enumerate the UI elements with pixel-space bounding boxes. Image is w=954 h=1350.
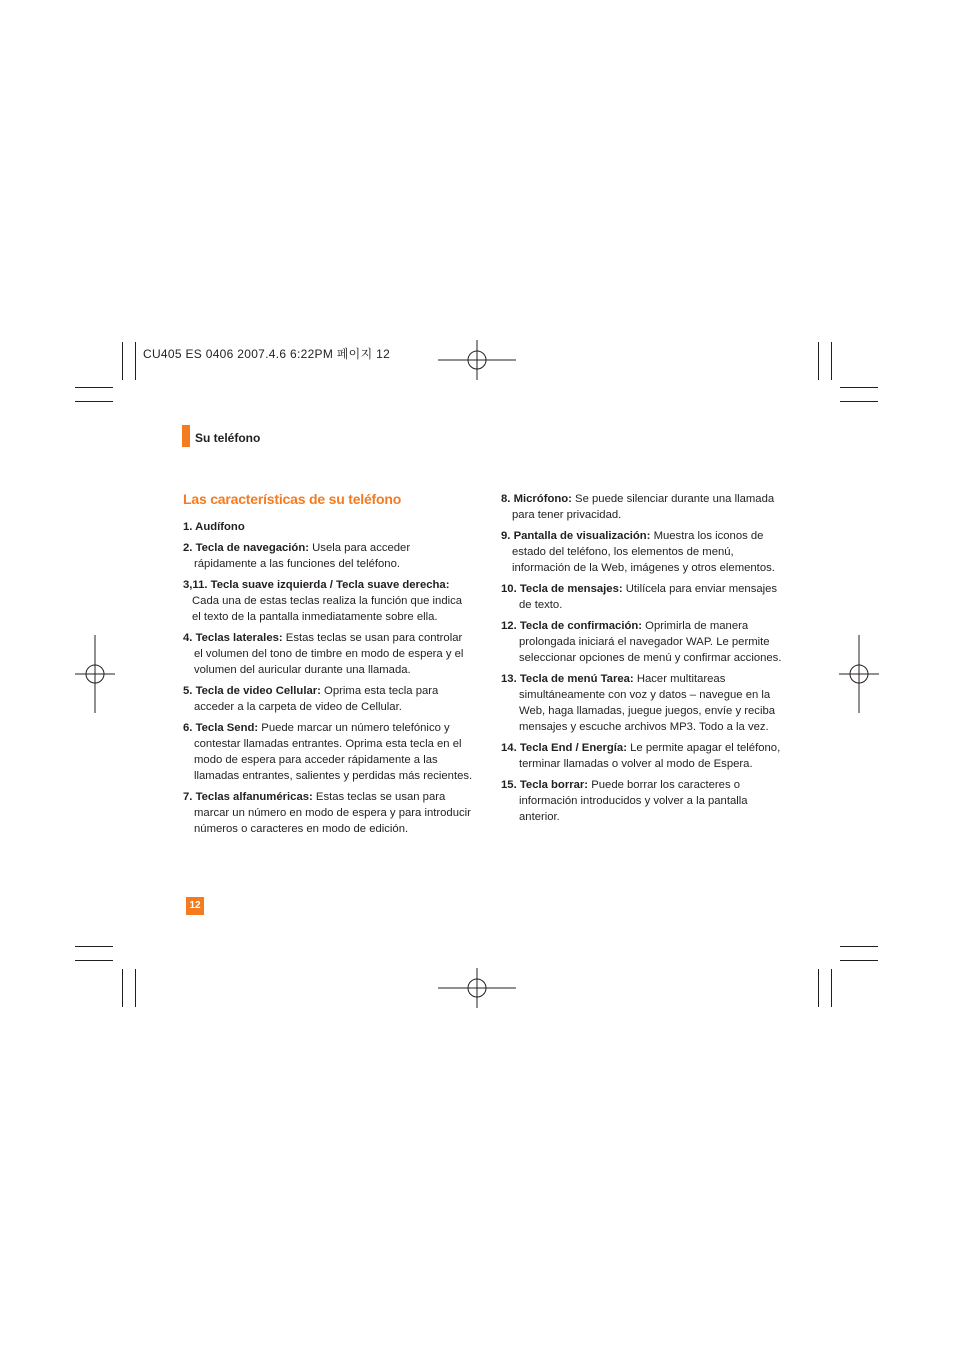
item-text: Muestra los iconos de estado del teléfono, los elementos de menú, información de la Web, imágenes y otros elementos.: [512, 530, 775, 574]
crop-mark: [122, 342, 123, 380]
right-column: [501, 491, 791, 830]
item-label: Tecla de navegación:: [195, 542, 309, 554]
list-item: [501, 740, 791, 772]
crop-mark: [135, 969, 136, 1007]
registration-mark-icon: [438, 968, 516, 1008]
item-label: Tecla de mensajes:: [519, 583, 623, 595]
list-item: [183, 540, 473, 572]
crop-mark: [75, 387, 113, 388]
item-number: 9.: [501, 530, 514, 542]
item-text: Utilícela para enviar mensajes de texto.: [519, 583, 778, 611]
left-column: [183, 519, 473, 842]
item-number: 8.: [501, 493, 514, 505]
item-text: Puede borrar los caracteres o información introducidos y volver a la pantalla anterior.: [519, 779, 748, 823]
item-number: 15.: [501, 779, 520, 791]
crop-mark: [122, 969, 123, 1007]
item-label: Teclas alfanuméricas:: [195, 791, 313, 803]
item-text: Le permite apagar el teléfono, terminar llamadas o volver al modo de Espera.: [519, 742, 781, 770]
crop-mark: [75, 401, 113, 402]
item-number: 10.: [501, 583, 520, 595]
item-text: Oprima esta tecla para acceder a la carpeta de video de Cellular.: [194, 685, 439, 713]
crop-mark: [135, 342, 136, 380]
item-text: Cada una de estas teclas realiza la función que indica el texto de la pantalla inmediatamente sobre ella.: [192, 595, 463, 623]
registration-mark-icon: [839, 635, 879, 713]
list-item: [501, 581, 791, 613]
list-item: [183, 683, 473, 715]
registration-mark-icon: [438, 340, 516, 380]
print-slug: CU405 ES 0406 2007.4.6 6:22PM 페이지 12: [143, 347, 391, 361]
item-number: 4.: [183, 632, 196, 644]
item-text: Usela para acceder rápidamente a las funciones del teléfono.: [194, 542, 411, 570]
list-item: [501, 777, 791, 825]
list-item: [501, 618, 791, 666]
crop-mark: [840, 960, 878, 961]
item-number: 5.: [183, 685, 196, 697]
crop-mark: [840, 387, 878, 388]
page-number-badge: 12: [186, 897, 204, 915]
crop-mark: [831, 969, 832, 1007]
item-text: Puede marcar un número telefónico y contestar llamadas entrantes. Oprima esta tecla en el modo de espera para acceder rápidamente a las llamadas entrantes, salientes y perdidas más recientes.: [194, 722, 473, 782]
crop-mark: [818, 342, 819, 380]
item-number: 3,11.: [183, 579, 211, 591]
list-item: [183, 789, 473, 837]
list-item: [183, 720, 473, 784]
item-label: Tecla Send:: [195, 722, 259, 734]
item-text: Hacer multitareas simultáneamente con voz y datos – navegue en la Web, haga llamadas, juegue juegos, envíe y reciba mensajes y escuche archivos MP3. Todo a la vez.: [519, 673, 776, 733]
registration-mark-icon: [75, 635, 115, 713]
item-label: Audífono: [195, 521, 245, 533]
item-text: Estas teclas se usan para controlar el volumen del tono de timbre en modo de espera y el volumen del auricular durante una llamada.: [194, 632, 464, 676]
list-item: [183, 519, 473, 535]
list-item: [183, 577, 473, 625]
list-item: [501, 528, 791, 576]
item-number: 13.: [501, 673, 520, 685]
item-label: Micrófono:: [513, 493, 572, 505]
crop-mark: [818, 969, 819, 1007]
item-text: Oprimirla de manera prolongada iniciará el navegador WAP. Le permite seleccionar opciones de menú y confirmar acciones.: [519, 620, 782, 664]
item-number: 2.: [183, 542, 196, 554]
section-tab-marker: [182, 425, 190, 447]
item-number: 7.: [183, 791, 196, 803]
crop-mark: [75, 960, 113, 961]
crop-mark: [831, 342, 832, 380]
item-label: Tecla de menú Tarea:: [519, 673, 634, 685]
list-item: [501, 671, 791, 735]
item-label: Tecla de video Cellular:: [195, 685, 321, 697]
list-item: [183, 630, 473, 678]
item-label: Teclas laterales:: [195, 632, 283, 644]
item-text: Se puede silenciar durante una llamada para tener privacidad.: [512, 493, 775, 521]
item-text: Estas teclas se usan para marcar un número en modo de espera y para introducir números o caracteres en modo de edición.: [194, 791, 471, 835]
item-label: Pantalla de visualización:: [513, 530, 651, 542]
section-label: Su teléfono: [195, 431, 261, 445]
item-label: Tecla End / Energía:: [519, 742, 627, 754]
crop-mark: [840, 401, 878, 402]
item-label: Tecla suave izquierda / Tecla suave derecha:: [210, 579, 450, 591]
crop-mark: [75, 946, 113, 947]
item-label: Tecla borrar:: [519, 779, 589, 791]
item-number: 6.: [183, 722, 196, 734]
item-number: 1.: [183, 521, 196, 533]
crop-mark: [840, 946, 878, 947]
page-heading: Las características de su teléfono: [183, 491, 402, 507]
item-number: 14.: [501, 742, 520, 754]
item-number: 12.: [501, 620, 520, 632]
list-item: [501, 491, 791, 523]
item-label: Tecla de confirmación:: [519, 620, 643, 632]
